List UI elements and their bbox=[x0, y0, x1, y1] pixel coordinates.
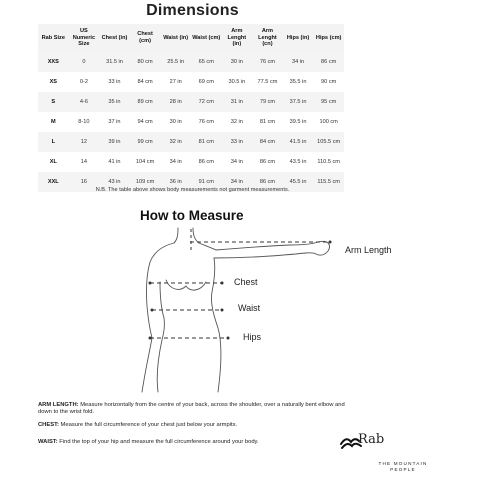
instruction-term: ARM LENGTH: bbox=[38, 402, 79, 408]
size-cell: XXL bbox=[38, 172, 69, 192]
table-cell: 76 cm bbox=[252, 52, 283, 72]
table-cell: 115.5 cm bbox=[313, 172, 344, 192]
table-cell: 27 in bbox=[160, 72, 191, 92]
table-cell: 37.5 in bbox=[283, 92, 314, 112]
table-cell: 77.5 cm bbox=[252, 72, 283, 92]
table-cell: 12 bbox=[69, 132, 100, 152]
table-cell: 43 in bbox=[99, 172, 130, 192]
table-cell: 81 cm bbox=[191, 132, 222, 152]
header-cell: Chest (cm) bbox=[130, 24, 161, 52]
table-cell: 14 bbox=[69, 152, 100, 172]
waist-label: Waist bbox=[238, 303, 261, 313]
right-arm-outline bbox=[214, 241, 330, 258]
table-cell: 16 bbox=[69, 172, 100, 192]
how-to-measure-title: How to Measure bbox=[140, 208, 244, 223]
header-cell: Waist (cm) bbox=[191, 24, 222, 52]
table-cell: 30.5 in bbox=[222, 72, 253, 92]
size-cell: XXS bbox=[38, 52, 69, 72]
table-note: N.B. The table above shows body measurements not garment measurements. bbox=[95, 187, 290, 193]
table-cell: 33 in bbox=[99, 72, 130, 92]
table-cell: 32 in bbox=[222, 112, 253, 132]
instruction-term: WAIST: bbox=[38, 439, 58, 445]
header-cell: Arm Lenght (cn) bbox=[252, 24, 283, 52]
table-cell: 41.5 in bbox=[283, 132, 314, 152]
instruction-arm-length bbox=[38, 402, 358, 417]
table-cell: 65 cm bbox=[191, 52, 222, 72]
instruction-term: CHEST: bbox=[38, 422, 59, 428]
table-cell: 109 cm bbox=[130, 172, 161, 192]
instruction-text: Measure horizontally from the centre of your back, across the shoulder, over a naturally bent elbow and down to the wrist fold. bbox=[38, 402, 345, 416]
table-cell: 80 cm bbox=[130, 52, 161, 72]
table-cell: 34 in bbox=[222, 172, 253, 192]
table-cell: 37 in bbox=[99, 112, 130, 132]
instruction-chest bbox=[38, 422, 358, 429]
table-cell: 35 in bbox=[99, 92, 130, 112]
table-cell: 86 cm bbox=[313, 52, 344, 72]
table-cell: 34 in bbox=[283, 52, 314, 72]
size-cell: M bbox=[38, 112, 69, 132]
table-cell: 4-6 bbox=[69, 92, 100, 112]
table-cell: 104 cm bbox=[130, 152, 161, 172]
table-cell: 79 cm bbox=[252, 92, 283, 112]
brand-tagline bbox=[368, 461, 438, 473]
table-cell: 36 in bbox=[160, 172, 191, 192]
table-cell: 90 cm bbox=[313, 72, 344, 92]
table-cell: 43.5 in bbox=[283, 152, 314, 172]
table-cell: 89 cm bbox=[130, 92, 161, 112]
table-cell: 35.5 in bbox=[283, 72, 314, 92]
header-cell: Hips (in) bbox=[283, 24, 314, 52]
table-cell: 81 cm bbox=[252, 112, 283, 132]
table-cell: 30 in bbox=[222, 52, 253, 72]
table-cell: 76 cm bbox=[191, 112, 222, 132]
size-cell: XS bbox=[38, 72, 69, 92]
brand-tagline-line: THE MOUNTAIN bbox=[378, 461, 428, 466]
chest-label: Chest bbox=[234, 277, 258, 287]
table-cell: 0 bbox=[69, 52, 100, 72]
table-cell: 30 in bbox=[160, 112, 191, 132]
header-cell: Rab Size bbox=[38, 24, 69, 52]
table-cell: 86 cm bbox=[191, 152, 222, 172]
dimensions-title: Dimensions bbox=[146, 2, 239, 19]
table-cell: 39 in bbox=[99, 132, 130, 152]
size-cell: L bbox=[38, 132, 69, 152]
size-cell: XL bbox=[38, 152, 69, 172]
size-cell: S bbox=[38, 92, 69, 112]
table-cell: 34 in bbox=[222, 152, 253, 172]
table-cell: 99 cm bbox=[130, 132, 161, 152]
table-cell: 39.5 in bbox=[283, 112, 314, 132]
table-cell: 105.5 cm bbox=[313, 132, 344, 152]
table-cell: 91 cm bbox=[191, 172, 222, 192]
instruction-waist bbox=[38, 439, 358, 446]
table-cell: 72 cm bbox=[191, 92, 222, 112]
brand-tagline-line: PEOPLE bbox=[390, 467, 416, 472]
header-cell: US Numeric Size bbox=[69, 24, 100, 52]
table-cell: 0-2 bbox=[69, 72, 100, 92]
table-cell: 8-10 bbox=[69, 112, 100, 132]
left-body-outline bbox=[142, 243, 174, 392]
table-cell: 84 cm bbox=[252, 132, 283, 152]
table-cell: 33 in bbox=[222, 132, 253, 152]
right-body-outline bbox=[199, 243, 221, 392]
instruction-text: Measure the full circumference of your chest just below your armpits. bbox=[58, 422, 238, 428]
table-cell: 32 in bbox=[160, 132, 191, 152]
table-cell: 84 cm bbox=[130, 72, 161, 92]
header-cell: Waist (in) bbox=[160, 24, 191, 52]
header-cell: Hips (cm) bbox=[313, 24, 344, 52]
table-cell: 25.5 in bbox=[160, 52, 191, 72]
brand-logo-text: Rab bbox=[358, 432, 385, 447]
header-cell: Arm Lenght (in) bbox=[222, 24, 253, 52]
arm-length-label: Arm Length bbox=[345, 245, 392, 255]
table-cell: 94 cm bbox=[130, 112, 161, 132]
neck-outline bbox=[174, 228, 199, 243]
table-cell: 95 cm bbox=[313, 92, 344, 112]
instruction-text: Find the top of your hip and measure the full circumference around your body. bbox=[57, 439, 259, 445]
table-cell: 45.5 in bbox=[283, 172, 314, 192]
table-cell: 31.5 in bbox=[99, 52, 130, 72]
table-cell: 100 cm bbox=[313, 112, 344, 132]
table-cell: 41 in bbox=[99, 152, 130, 172]
table-cell: 69 cm bbox=[191, 72, 222, 92]
bust-outline bbox=[166, 280, 206, 290]
table-cell: 28 in bbox=[160, 92, 191, 112]
header-cell: Chest (in) bbox=[99, 24, 130, 52]
table-cell: 34 in bbox=[160, 152, 191, 172]
table-cell: 86 cm bbox=[252, 152, 283, 172]
hips-label: Hips bbox=[243, 332, 262, 342]
table-cell: 31 in bbox=[222, 92, 253, 112]
table-cell: 86 cm bbox=[252, 172, 283, 192]
table-cell: 110.5 cm bbox=[313, 152, 344, 172]
